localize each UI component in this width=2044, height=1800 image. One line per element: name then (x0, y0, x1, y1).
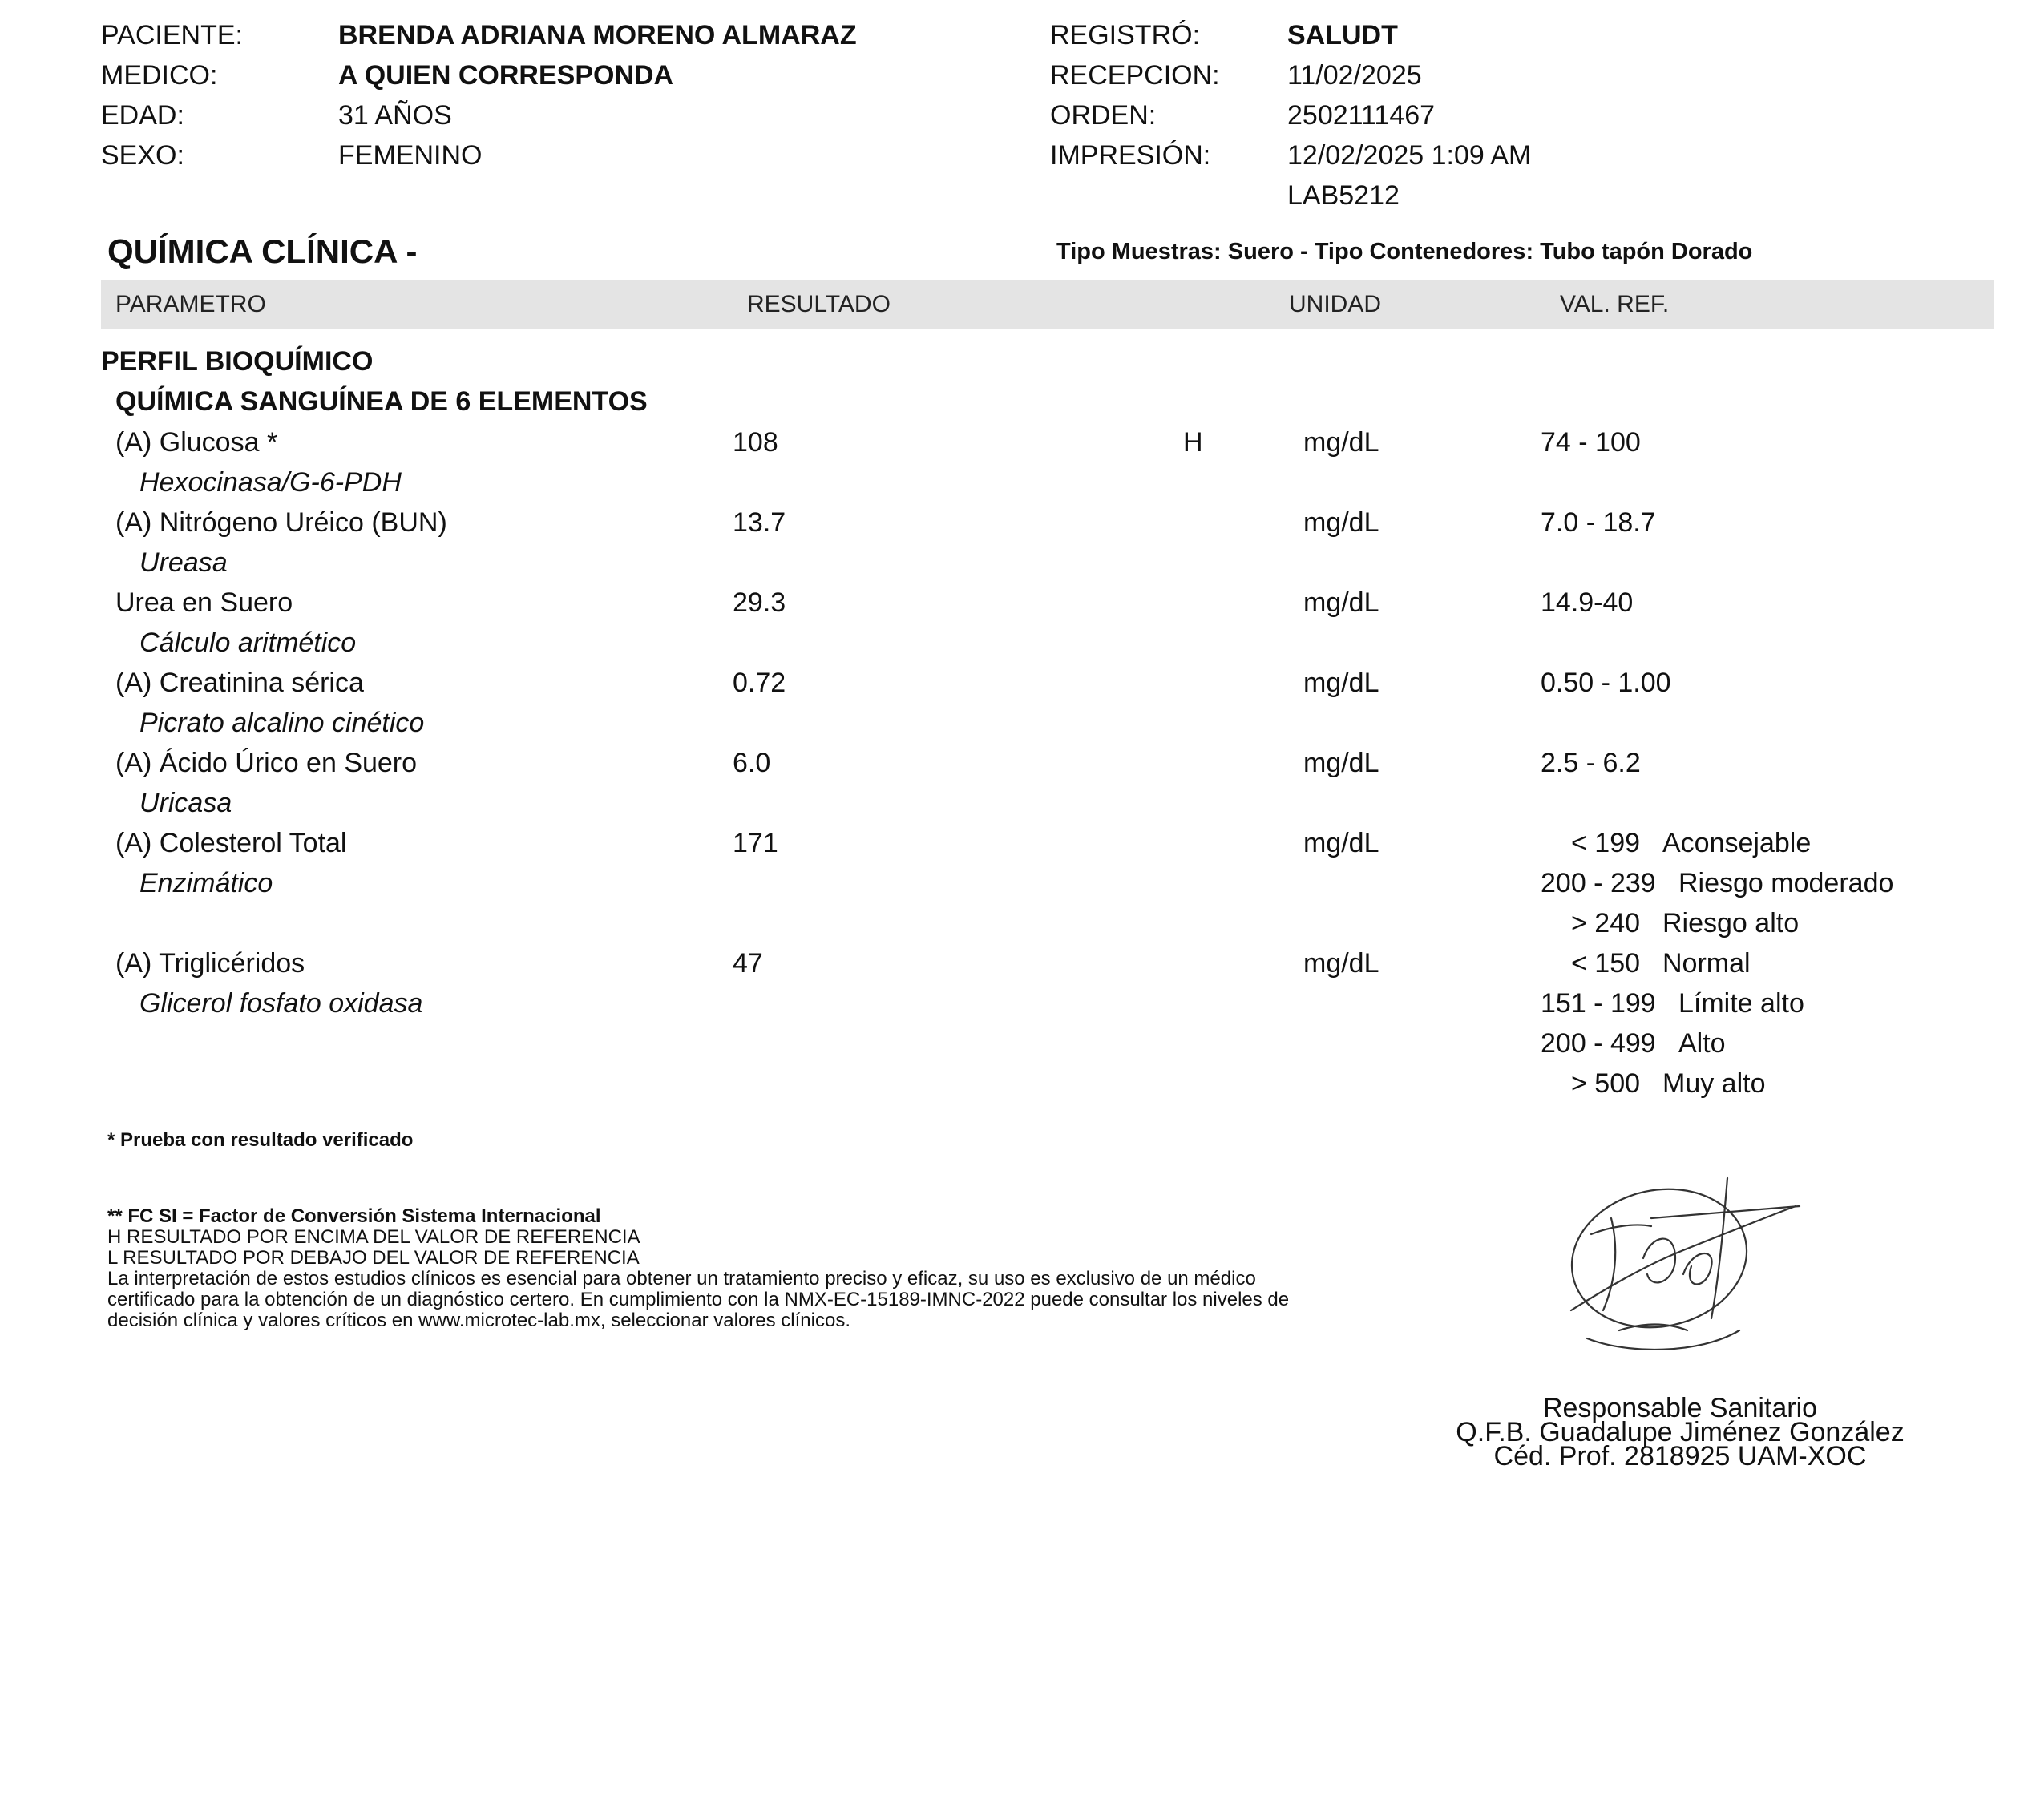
row-unit: mg/dL (1303, 668, 1379, 698)
colesterol-ref-range: 200 - 239 (1541, 868, 1656, 898)
orden-label: ORDEN: (1050, 100, 1157, 131)
row-param: (A) Glucosa * (115, 427, 278, 458)
trigliceridos-ref-desc: Límite alto (1678, 988, 1804, 1019)
medico-value: A QUIEN CORRESPONDA (338, 60, 674, 91)
row-ref: 14.9-40 (1541, 587, 1634, 618)
trigliceridos-ref-range: 151 - 199 (1541, 988, 1656, 1019)
registro-value: SALUDT (1287, 20, 1398, 50)
row-method: Hexocinasa/G-6-PDH (139, 467, 402, 498)
row-method: Picrato alcalino cinético (139, 708, 425, 738)
impresion-value: 12/02/2025 1:09 AM (1287, 140, 1532, 171)
row-result: 13.7 (733, 507, 786, 538)
impresion-label: IMPRESIÓN: (1050, 140, 1211, 171)
trigliceridos-ref-range: > 500 (1571, 1068, 1641, 1099)
trigliceridos-param: (A) Triglicéridos (115, 948, 305, 979)
paciente-value: BRENDA ADRIANA MORENO ALMARAZ (338, 20, 857, 50)
l-note: L RESULTADO POR DEBAJO DEL VALOR DE REFERENCIA (107, 1247, 640, 1269)
row-unit: mg/dL (1303, 427, 1379, 458)
interpretation-line: La interpretación de estos estudios clínicos es esencial para obtener un tratamiento preciso y eficaz, su uso es exclusivo de un médico (107, 1268, 1256, 1289)
trigliceridos-result: 47 (733, 948, 763, 979)
colesterol-method: Enzimático (139, 868, 273, 898)
row-param: (A) Nitrógeno Uréico (BUN) (115, 507, 447, 538)
colesterol-ref-range: > 240 (1571, 908, 1641, 938)
row-ref: 2.5 - 6.2 (1541, 748, 1641, 778)
row-result: 108 (733, 427, 778, 458)
row-ref: 7.0 - 18.7 (1541, 507, 1656, 538)
signature-license: Céd. Prof. 2818925 UAM-XOC (1493, 1441, 1867, 1471)
trigliceridos-ref-desc: Normal (1662, 948, 1751, 979)
sexo-value: FEMENINO (338, 140, 483, 171)
signature-role: Responsable Sanitario (1542, 1393, 1818, 1423)
sample-info: Tipo Muestras: Suero - Tipo Contenedores: Tubo tapón Dorado (1056, 239, 1753, 264)
interpretation-line: certificado para la obtención de un diagnóstico certero. En cumplimiento con la NMX-EC-15189-IMNC-2022 puede consultar los niveles de (107, 1289, 1290, 1310)
fc-si-note: ** FC SI = Factor de Conversión Sistema Internacional (107, 1205, 601, 1227)
colesterol-param: (A) Colesterol Total (115, 828, 347, 858)
profile-group: QUÍMICA SANGUÍNEA DE 6 ELEMENTOS (115, 386, 648, 417)
row-result: 29.3 (733, 587, 786, 618)
colesterol-ref-desc: Aconsejable (1662, 828, 1812, 858)
row-param: Urea en Suero (115, 587, 293, 618)
colesterol-ref-desc: Riesgo alto (1662, 908, 1800, 938)
medico-label: MEDICO: (101, 60, 218, 91)
registro-label: REGISTRÓ: (1050, 20, 1201, 50)
trigliceridos-ref-range: < 150 (1571, 948, 1641, 979)
row-method: Ureasa (139, 547, 228, 578)
trigliceridos-unit: mg/dL (1303, 948, 1379, 979)
orden-value: 2502111467 (1287, 100, 1436, 131)
paciente-label: PACIENTE: (101, 20, 243, 50)
section-title: QUÍMICA CLÍNICA - (107, 232, 418, 270)
edad-label: EDAD: (101, 100, 184, 131)
row-flag: H (1183, 427, 1203, 458)
lab-code: LAB5212 (1287, 180, 1400, 211)
row-unit: mg/dL (1303, 748, 1379, 778)
row-param: (A) Creatinina sérica (115, 668, 364, 698)
col-parametro: PARAMETRO (115, 291, 266, 317)
row-result: 6.0 (733, 748, 771, 778)
colesterol-ref-desc: Riesgo moderado (1678, 868, 1894, 898)
row-unit: mg/dL (1303, 587, 1379, 618)
trigliceridos-ref-range: 200 - 499 (1541, 1028, 1656, 1059)
row-param: (A) Ácido Úrico en Suero (115, 748, 418, 778)
h-note: H RESULTADO POR ENCIMA DEL VALOR DE REFERENCIA (107, 1226, 640, 1248)
colesterol-ref-range: < 199 (1571, 828, 1641, 858)
signature-name: Q.F.B. Guadalupe Jiménez González (1456, 1417, 1905, 1447)
interpretation-line: decisión clínica y valores críticos en www.microtec-lab.mx, seleccionar valores clínicos. (107, 1310, 850, 1331)
row-ref: 0.50 - 1.00 (1541, 668, 1671, 698)
recepcion-value: 11/02/2025 (1287, 60, 1422, 91)
row-method: Cálculo aritmético (139, 628, 357, 658)
colesterol-result: 171 (733, 828, 778, 858)
sexo-label: SEXO: (101, 140, 184, 171)
column-header-bar (101, 280, 1994, 329)
trigliceridos-method: Glicerol fosfato oxidasa (139, 988, 423, 1019)
trigliceridos-ref-desc: Muy alto (1662, 1068, 1766, 1099)
row-result: 0.72 (733, 668, 786, 698)
recepcion-label: RECEPCION: (1050, 60, 1220, 91)
profile-name: PERFIL BIOQUÍMICO (101, 346, 374, 377)
col-unidad: UNIDAD (1289, 291, 1382, 317)
handwritten-signature (1555, 1170, 1812, 1370)
row-unit: mg/dL (1303, 507, 1379, 538)
row-ref: 74 - 100 (1541, 427, 1641, 458)
col-resultado: RESULTADO (747, 291, 891, 317)
row-method: Uricasa (139, 788, 232, 818)
verified-note: * Prueba con resultado verificado (107, 1129, 414, 1151)
edad-value: 31 AÑOS (338, 100, 452, 131)
col-val-ref: VAL. REF. (1560, 291, 1670, 317)
colesterol-unit: mg/dL (1303, 828, 1379, 858)
trigliceridos-ref-desc: Alto (1678, 1028, 1726, 1059)
